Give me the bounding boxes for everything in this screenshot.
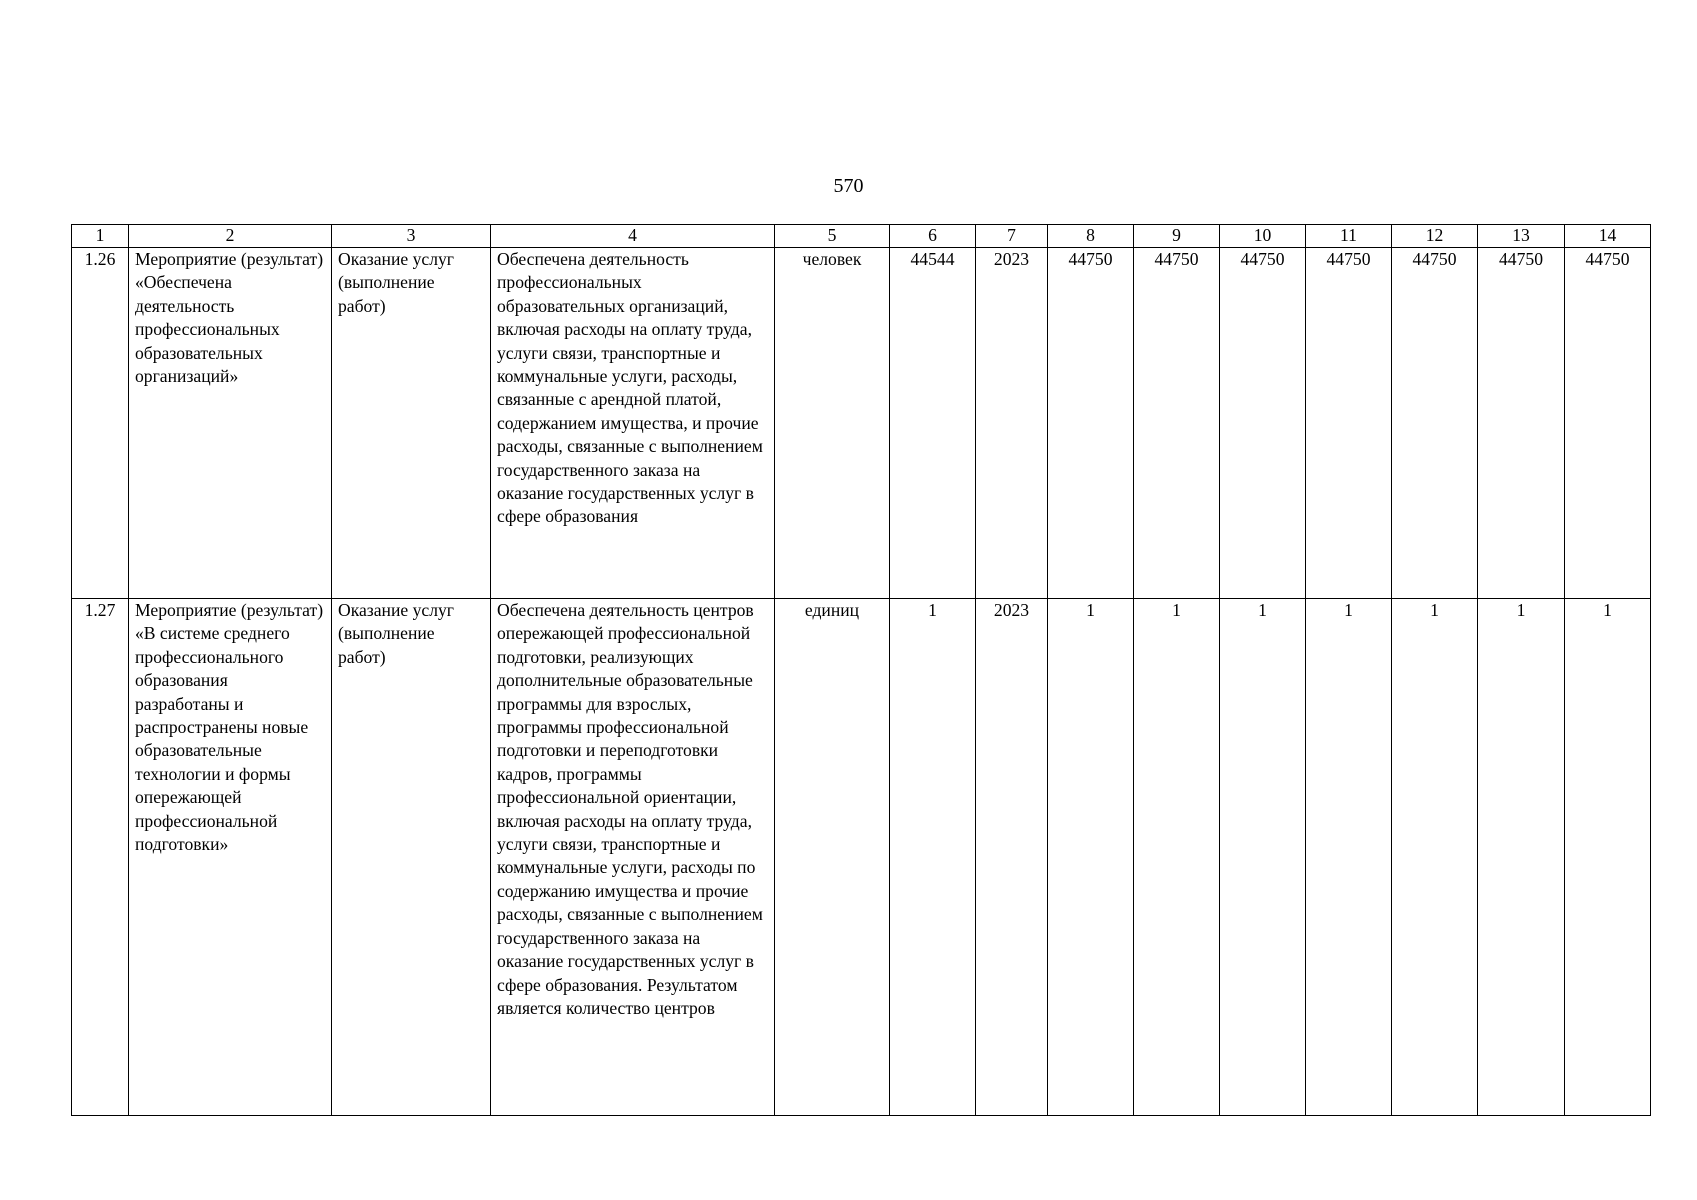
measure-name: Мероприятие (результат) «В системе среднего профессионального образования разработаны и распространены новые образовательные технологии и формы опережающей профессиональной подготовки»	[129, 599, 332, 1116]
target-value: 1	[1220, 599, 1306, 1116]
target-value: 1	[1392, 599, 1478, 1116]
unit-of-measure: единиц	[775, 599, 890, 1116]
measure-description: Обеспечена деятельность профессиональных образовательных организаций, включая расходы на оплату труда, услуги связи, транспортные и коммунальные услуги, расходы, связанные с арендной платой, содержанием имущества, и прочие расходы, связанные с выполнением государственного заказа на оказание государственных услуг в сфере образования	[491, 248, 775, 599]
measure-name: Мероприятие (результат) «Обеспечена деятельность профессиональных образовательных организаций»	[129, 248, 332, 599]
base-value: 1	[890, 599, 976, 1116]
target-value: 1	[1048, 599, 1134, 1116]
target-value: 44750	[1306, 248, 1392, 599]
target-value: 44750	[1048, 248, 1134, 599]
measure-type: Оказание услуг (выполнение работ)	[332, 599, 491, 1116]
target-value: 44750	[1565, 248, 1651, 599]
target-value: 44750	[1220, 248, 1306, 599]
table-row	[72, 599, 1651, 1116]
target-value: 44750	[1392, 248, 1478, 599]
column-number-header-row	[72, 225, 1651, 248]
page-number: 570	[833, 175, 864, 197]
target-value: 44750	[1134, 248, 1220, 599]
column-number-header: 12	[1392, 225, 1478, 248]
column-number-header: 5	[775, 225, 890, 248]
column-number-header: 3	[332, 225, 491, 248]
base-value: 44544	[890, 248, 976, 599]
column-number-header: 2	[129, 225, 332, 248]
column-number-header: 9	[1134, 225, 1220, 248]
column-number-header: 7	[976, 225, 1048, 248]
row-number: 1.26	[72, 248, 129, 599]
column-number-header: 8	[1048, 225, 1134, 248]
column-number-header: 10	[1220, 225, 1306, 248]
measure-type: Оказание услуг (выполнение работ)	[332, 248, 491, 599]
row-number: 1.27	[72, 599, 129, 1116]
base-year: 2023	[976, 248, 1048, 599]
column-number-header: 1	[72, 225, 129, 248]
column-number-header: 13	[1478, 225, 1565, 248]
target-value: 1	[1306, 599, 1392, 1116]
column-number-header: 4	[491, 225, 775, 248]
column-number-header: 11	[1306, 225, 1392, 248]
column-number-header: 14	[1565, 225, 1651, 248]
data-table	[71, 224, 1651, 1116]
table-row	[72, 248, 1651, 599]
measure-description: Обеспечена деятельность центров опережающей профессиональной подготовки, реализующих дополнительные образовательные программы для взрослых, программы профессиональной подготовки и переподготовки кадров, программы профессиональной ориентации, включая расходы на оплату труда, услуги связи, транспортные и коммунальные услуги, расходы по содержанию имущества и прочие расходы, связанные с выполнением государственного заказа на оказание государственных услуг в сфере образования. Результатом является количество центров	[491, 599, 775, 1116]
base-year: 2023	[976, 599, 1048, 1116]
unit-of-measure: человек	[775, 248, 890, 599]
target-value: 1	[1134, 599, 1220, 1116]
target-value: 1	[1565, 599, 1651, 1116]
column-number-header: 6	[890, 225, 976, 248]
target-value: 1	[1478, 599, 1565, 1116]
target-value: 44750	[1478, 248, 1565, 599]
